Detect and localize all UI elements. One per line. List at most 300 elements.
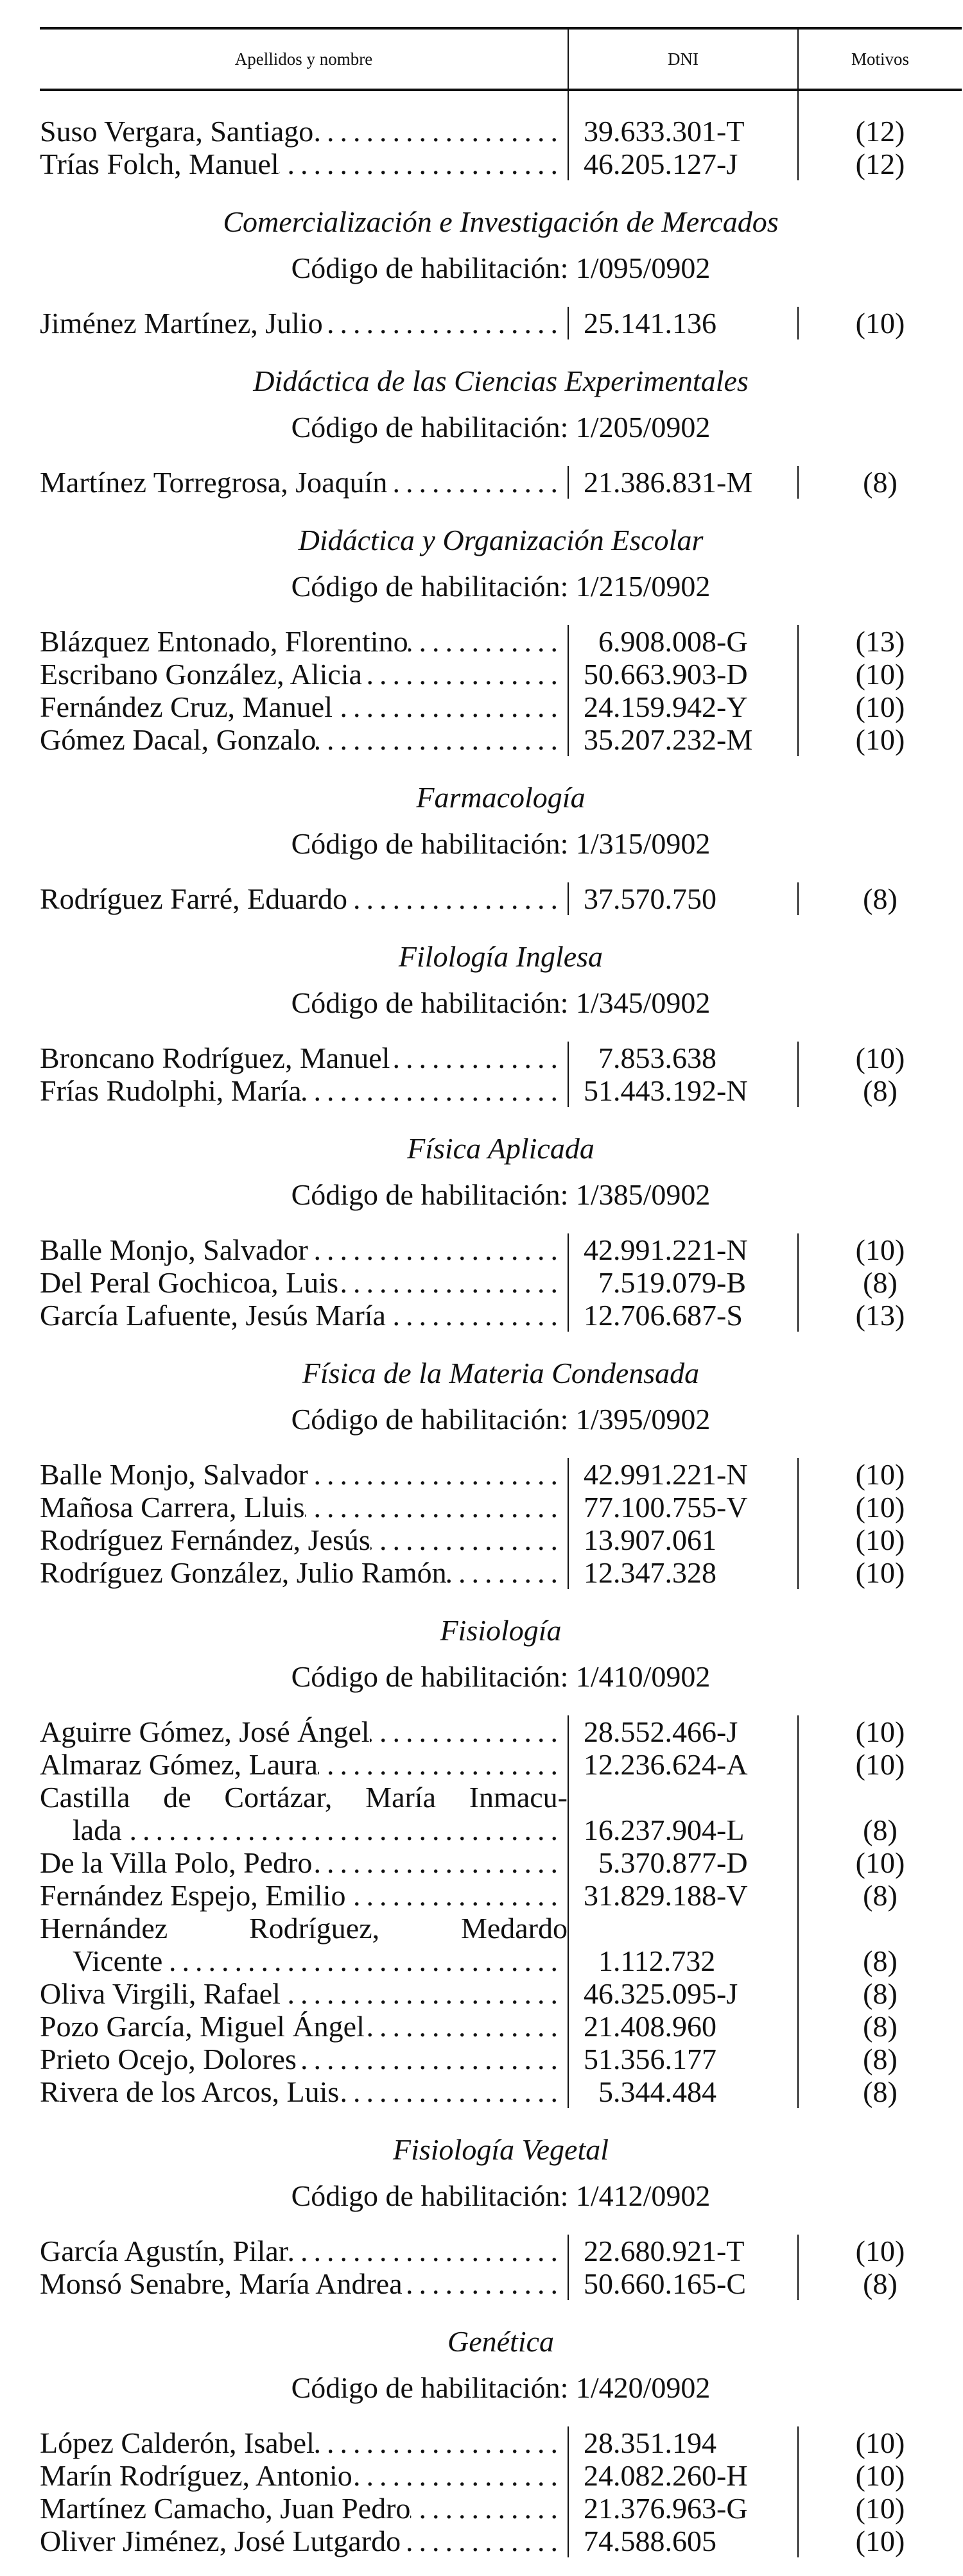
section bbox=[40, 934, 962, 1107]
name-cell bbox=[40, 1074, 568, 1107]
name-text: Jiménez Martínez, Julio bbox=[40, 307, 323, 339]
dot-leader bbox=[410, 2492, 568, 2525]
dot-leader bbox=[323, 307, 568, 339]
motivo-value: (8) bbox=[863, 1977, 898, 2010]
table-row bbox=[40, 307, 962, 339]
name-cell bbox=[40, 2492, 568, 2525]
section bbox=[40, 1608, 962, 2108]
name-cell bbox=[40, 1977, 568, 2010]
dni-cell bbox=[568, 115, 797, 148]
motivo-cell bbox=[797, 2043, 962, 2075]
name-text: Trías Folch, Manuel bbox=[40, 148, 279, 180]
name-cell bbox=[40, 2459, 568, 2492]
dni-value: 21.386.831-M bbox=[584, 466, 753, 499]
motivo-value: (10) bbox=[855, 1715, 905, 1748]
name-text: Blázquez Entonado, Florentino bbox=[40, 625, 408, 658]
dni-cell bbox=[568, 1299, 797, 1332]
name-line bbox=[40, 1556, 568, 1589]
motivo-value: (10) bbox=[855, 2235, 905, 2267]
name-text: Escribano González, Alicia bbox=[40, 658, 362, 691]
table-row bbox=[40, 1074, 962, 1107]
dni-value: 28.552.466-J bbox=[584, 1715, 738, 1748]
name-cell bbox=[40, 1233, 568, 1266]
name-cell bbox=[40, 2235, 568, 2267]
name-line bbox=[40, 2525, 568, 2557]
name-text: De la Villa Polo, Pedro bbox=[40, 1846, 313, 1879]
motivo-cell bbox=[797, 1491, 962, 1524]
table-row bbox=[40, 2235, 962, 2267]
motivo-cell bbox=[797, 1074, 962, 1107]
name-line bbox=[40, 1715, 568, 1748]
name-text: Hernández Rodríguez, Medardo bbox=[40, 1912, 568, 1945]
name-line bbox=[40, 1814, 568, 1846]
gap-col bbox=[797, 91, 962, 115]
dot-leader bbox=[315, 2426, 568, 2459]
dni-value: 12.236.624-A bbox=[584, 1748, 748, 1781]
name-line bbox=[40, 307, 568, 339]
motivo-cell bbox=[797, 658, 962, 691]
dni-value: 28.351.194 bbox=[584, 2426, 716, 2459]
dni-cell bbox=[568, 1879, 797, 1912]
dni-value: 42.991.221-N bbox=[584, 1458, 748, 1491]
dni-value: 24.082.260-H bbox=[584, 2459, 748, 2492]
motivo-cell bbox=[797, 2075, 962, 2108]
motivo-value: (10) bbox=[855, 723, 905, 756]
name-cell bbox=[40, 658, 568, 691]
name-line bbox=[40, 2075, 568, 2108]
motivo-cell bbox=[797, 466, 962, 499]
header-motivos: Motivos bbox=[797, 30, 962, 89]
table-row bbox=[40, 1912, 962, 1977]
motivo-cell bbox=[797, 2459, 962, 2492]
name-text: García Agustín, Pilar bbox=[40, 2235, 289, 2267]
dni-value: 1.112.732 bbox=[598, 1945, 716, 1977]
section bbox=[40, 2319, 962, 2557]
name-line bbox=[40, 691, 568, 723]
motivo-value: (12) bbox=[855, 148, 905, 180]
motivo-cell bbox=[797, 1233, 962, 1266]
dni-value: 51.356.177 bbox=[584, 2043, 716, 2075]
dni-value: 31.829.188-V bbox=[584, 1879, 748, 1912]
table-row bbox=[40, 1266, 962, 1299]
motivo-value: (10) bbox=[855, 2525, 905, 2557]
name-cell bbox=[40, 1491, 568, 1524]
motivo-cell bbox=[797, 1846, 962, 1879]
gap-col bbox=[40, 91, 568, 115]
name-text: Oliver Jiménez, José Lutgardo bbox=[40, 2525, 401, 2557]
name-text: Rodríguez González, Julio Ramón bbox=[40, 1556, 447, 1589]
name-line bbox=[40, 2459, 568, 2492]
name-text: Oliva Virgili, Rafael bbox=[40, 1977, 281, 2010]
dni-value: 77.100.755-V bbox=[584, 1491, 748, 1524]
name-text: Rodríguez Farré, Eduardo bbox=[40, 882, 348, 915]
dot-leader bbox=[339, 2075, 568, 2108]
section-title: Fisiología bbox=[440, 1614, 562, 1647]
dot-leader bbox=[347, 882, 568, 915]
dni-cell bbox=[568, 1491, 797, 1524]
name-cell bbox=[40, 1266, 568, 1299]
name-cell bbox=[40, 1299, 568, 1332]
name-text: Del Peral Gochicoa, Luis bbox=[40, 1266, 338, 1299]
name-cell bbox=[40, 2426, 568, 2459]
dot-leader bbox=[305, 1491, 568, 1524]
dot-leader bbox=[308, 1233, 568, 1266]
habilitation-code: Código de habilitación: 1/412/0902 bbox=[291, 2179, 711, 2212]
name-line bbox=[40, 1524, 568, 1556]
motivo-cell bbox=[797, 625, 962, 658]
dot-leader bbox=[279, 148, 568, 180]
motivo-value: (8) bbox=[863, 1074, 898, 1107]
table-row bbox=[40, 1491, 962, 1524]
dni-cell bbox=[568, 2235, 797, 2267]
motivo-cell bbox=[797, 1556, 962, 1589]
dni-cell bbox=[568, 1748, 797, 1781]
motivo-cell bbox=[797, 2010, 962, 2043]
dni-value: 46.325.095-J bbox=[584, 1977, 738, 2010]
name-text: Fernández Cruz, Manuel bbox=[40, 691, 333, 723]
dni-cell bbox=[568, 1781, 797, 1846]
dot-leader bbox=[362, 658, 568, 691]
dot-leader bbox=[401, 2525, 568, 2557]
motivo-value: (8) bbox=[863, 2267, 898, 2300]
table-row bbox=[40, 1042, 962, 1074]
name-cell bbox=[40, 1781, 568, 1846]
dni-cell bbox=[568, 1266, 797, 1299]
dot-leader bbox=[370, 1715, 568, 1748]
name-cell bbox=[40, 2010, 568, 2043]
rows-block bbox=[40, 466, 962, 499]
name-line bbox=[40, 466, 568, 499]
motivo-cell bbox=[797, 1748, 962, 1781]
dni-cell bbox=[568, 2267, 797, 2300]
motivo-value: (10) bbox=[855, 1524, 905, 1556]
name-line bbox=[40, 2043, 568, 2075]
motivo-value: (10) bbox=[855, 1458, 905, 1491]
section bbox=[40, 775, 962, 915]
name-cell bbox=[40, 307, 568, 339]
habilitation-code: Código de habilitación: 1/215/0902 bbox=[291, 570, 711, 603]
dni-cell bbox=[568, 658, 797, 691]
name-cell bbox=[40, 115, 568, 148]
name-text: Frías Rudolphi, María bbox=[40, 1074, 302, 1107]
table-row bbox=[40, 1299, 962, 1332]
habilitation-code: Código de habilitación: 1/345/0902 bbox=[291, 986, 711, 1019]
habilitation-code: Código de habilitación: 1/410/0902 bbox=[291, 1660, 711, 1693]
name-line bbox=[40, 1266, 568, 1299]
rows-block bbox=[40, 2426, 962, 2557]
section bbox=[40, 199, 962, 339]
rows-block bbox=[40, 2235, 962, 2300]
motivo-value: (10) bbox=[855, 1233, 905, 1266]
dni-value: 42.991.221-N bbox=[584, 1233, 748, 1266]
name-line bbox=[40, 115, 568, 148]
dni-cell bbox=[568, 2459, 797, 2492]
motivo-value: (8) bbox=[863, 1945, 898, 1977]
motivo-value: (8) bbox=[863, 1879, 898, 1912]
dni-cell bbox=[568, 1912, 797, 1977]
name-cell bbox=[40, 882, 568, 915]
dot-leader bbox=[122, 1814, 568, 1846]
table-body bbox=[40, 91, 962, 2557]
dot-leader bbox=[313, 115, 568, 148]
name-line bbox=[40, 148, 568, 180]
name-text: Almaraz Gómez, Laura bbox=[40, 1748, 318, 1781]
section bbox=[40, 358, 962, 499]
name-continuation: Vicente bbox=[73, 1945, 163, 1977]
table-row bbox=[40, 691, 962, 723]
name-line bbox=[40, 1879, 568, 1912]
name-line bbox=[40, 1846, 568, 1879]
dni-value: 24.159.942-Y bbox=[584, 691, 748, 723]
motivo-value: (8) bbox=[863, 1814, 898, 1846]
rows-block bbox=[40, 307, 962, 339]
name-text: Rivera de los Arcos, Luis bbox=[40, 2075, 340, 2108]
table-row bbox=[40, 2267, 962, 2300]
table-row bbox=[40, 2525, 962, 2557]
section-title: Farmacología bbox=[416, 781, 586, 814]
habilitation-code: Código de habilitación: 1/420/0902 bbox=[291, 2371, 711, 2404]
motivo-cell bbox=[797, 1042, 962, 1074]
name-text: Monsó Senabre, María Andrea bbox=[40, 2267, 403, 2300]
table-row bbox=[40, 1977, 962, 2010]
dni-value: 16.237.904-L bbox=[584, 1814, 745, 1846]
motivo-cell bbox=[797, 882, 962, 915]
name-line bbox=[40, 2492, 568, 2525]
motivo-value: (13) bbox=[855, 625, 905, 658]
name-text: López Calderón, Isabel bbox=[40, 2426, 315, 2459]
dot-leader bbox=[338, 1266, 568, 1299]
name-cell bbox=[40, 1042, 568, 1074]
dni-cell bbox=[568, 2525, 797, 2557]
table-row bbox=[40, 2075, 962, 2108]
dni-cell bbox=[568, 2075, 797, 2108]
habilitation-code: Código de habilitación: 1/395/0902 bbox=[291, 1403, 711, 1436]
dni-value: 22.680.921-T bbox=[584, 2235, 745, 2267]
name-line bbox=[40, 1458, 568, 1491]
rows-block bbox=[40, 625, 962, 756]
motivo-cell bbox=[797, 148, 962, 180]
motivo-value: (8) bbox=[863, 2075, 898, 2108]
motivo-cell bbox=[797, 1879, 962, 1912]
habilitation-code: Código de habilitación: 1/315/0902 bbox=[291, 827, 711, 860]
motivo-cell bbox=[797, 2525, 962, 2557]
name-cell bbox=[40, 2043, 568, 2075]
name-text: Rodríguez Fernández, Jesús bbox=[40, 1524, 370, 1556]
section-title: Genética bbox=[447, 2325, 555, 2358]
dni-value: 5.370.877-D bbox=[598, 1846, 748, 1879]
motivo-cell bbox=[797, 1266, 962, 1299]
name-line bbox=[40, 2426, 568, 2459]
dni-cell bbox=[568, 1074, 797, 1107]
table-row bbox=[40, 115, 962, 148]
dni-value: 46.205.127-J bbox=[584, 148, 738, 180]
section bbox=[40, 1350, 962, 1589]
dot-leader bbox=[302, 1074, 568, 1107]
name-line bbox=[40, 1074, 568, 1107]
dni-cell bbox=[568, 2043, 797, 2075]
motivo-cell bbox=[797, 1715, 962, 1748]
name-cell bbox=[40, 1524, 568, 1556]
table-row bbox=[40, 148, 962, 180]
dni-cell bbox=[568, 1233, 797, 1266]
motivo-cell bbox=[797, 691, 962, 723]
dni-value: 39.633.301-T bbox=[584, 115, 745, 148]
name-cell bbox=[40, 148, 568, 180]
habilitation-code: Código de habilitación: 1/385/0902 bbox=[291, 1178, 711, 1211]
name-text: Suso Vergara, Santiago bbox=[40, 115, 314, 148]
table-header bbox=[40, 27, 962, 91]
dni-value: 7.853.638 bbox=[598, 1042, 716, 1074]
name-text: García Lafuente, Jesús María bbox=[40, 1299, 386, 1332]
motivo-cell bbox=[797, 1912, 962, 1977]
table-row bbox=[40, 1524, 962, 1556]
header-name: Apellidos y nombre bbox=[234, 49, 373, 69]
dot-leader bbox=[387, 466, 568, 499]
table-row bbox=[40, 882, 962, 915]
section-title: Fisiología Vegetal bbox=[392, 2133, 609, 2166]
dot-leader bbox=[308, 1458, 568, 1491]
section-title: Didáctica y Organización Escolar bbox=[298, 524, 704, 556]
motivo-value: (10) bbox=[855, 2459, 905, 2492]
motivo-cell bbox=[797, 723, 962, 756]
name-cell bbox=[40, 2075, 568, 2108]
name-cell bbox=[40, 2525, 568, 2557]
section-title: Filología Inglesa bbox=[398, 940, 603, 973]
name-line bbox=[40, 658, 568, 691]
section-title: Comercialización e Investigación de Mercados bbox=[223, 205, 779, 238]
name-text: Pozo García, Miguel Ángel bbox=[40, 2010, 365, 2043]
table-row bbox=[40, 625, 962, 658]
motivo-value: (10) bbox=[855, 1846, 905, 1879]
motivo-value: (10) bbox=[855, 307, 905, 339]
dot-leader bbox=[352, 2459, 568, 2492]
dot-leader bbox=[390, 1042, 568, 1074]
dni-cell bbox=[568, 2492, 797, 2525]
dni-cell bbox=[568, 1846, 797, 1879]
dni-cell bbox=[568, 1556, 797, 1589]
motivo-cell bbox=[797, 1458, 962, 1491]
name-text: Aguirre Gómez, José Ángel bbox=[40, 1715, 370, 1748]
motivo-cell bbox=[797, 1299, 962, 1332]
name-cell bbox=[40, 1715, 568, 1748]
name-line bbox=[40, 1042, 568, 1074]
header-gap bbox=[40, 91, 962, 115]
table-row bbox=[40, 1879, 962, 1912]
section bbox=[40, 1126, 962, 1332]
dot-leader bbox=[333, 691, 568, 723]
dni-cell bbox=[568, 1977, 797, 2010]
motivo-cell bbox=[797, 2426, 962, 2459]
name-text: Castilla de Cortázar, María Inmacu- bbox=[40, 1781, 568, 1814]
name-cell bbox=[40, 1748, 568, 1781]
dni-value: 6.908.008-G bbox=[598, 625, 748, 658]
dni-value: 51.443.192-N bbox=[584, 1074, 748, 1107]
dni-value: 7.519.079-B bbox=[598, 1266, 746, 1299]
name-line bbox=[40, 1945, 568, 1977]
dot-leader bbox=[447, 1556, 568, 1589]
dni-cell bbox=[568, 1042, 797, 1074]
dot-leader bbox=[408, 625, 568, 658]
motivo-value: (8) bbox=[863, 466, 898, 499]
motivo-cell bbox=[797, 115, 962, 148]
motivo-cell bbox=[797, 2267, 962, 2300]
name-text: Gómez Dacal, Gonzalo bbox=[40, 723, 317, 756]
dot-leader bbox=[346, 1879, 568, 1912]
motivo-cell bbox=[797, 307, 962, 339]
dot-leader bbox=[312, 1846, 568, 1879]
name-line bbox=[40, 625, 568, 658]
section bbox=[40, 517, 962, 756]
table-row bbox=[40, 466, 962, 499]
table-row bbox=[40, 2043, 962, 2075]
name-line bbox=[40, 2010, 568, 2043]
motivo-value: (10) bbox=[855, 1042, 905, 1074]
motivo-value: (10) bbox=[855, 2426, 905, 2459]
motivo-cell bbox=[797, 1977, 962, 2010]
rows-block bbox=[40, 1042, 962, 1107]
table-row bbox=[40, 723, 962, 756]
table-row bbox=[40, 1781, 962, 1846]
dot-leader bbox=[281, 1977, 568, 2010]
dni-value: 13.907.061 bbox=[584, 1524, 716, 1556]
name-line bbox=[40, 1491, 568, 1524]
name-cell bbox=[40, 1458, 568, 1491]
name-cell bbox=[40, 1846, 568, 1879]
section bbox=[40, 2127, 962, 2300]
dot-leader bbox=[370, 1524, 568, 1556]
name-cell bbox=[40, 2267, 568, 2300]
section-title: Física Aplicada bbox=[407, 1132, 594, 1165]
name-line bbox=[40, 882, 568, 915]
name-text: Balle Monjo, Salvador bbox=[40, 1458, 308, 1491]
name-cell bbox=[40, 1879, 568, 1912]
dni-cell bbox=[568, 2010, 797, 2043]
motivo-value: (8) bbox=[863, 2010, 898, 2043]
motivo-value: (8) bbox=[863, 2043, 898, 2075]
name-line bbox=[40, 1748, 568, 1781]
rows-block bbox=[40, 1458, 962, 1589]
name-text: Balle Monjo, Salvador bbox=[40, 1233, 308, 1266]
rows-block bbox=[40, 1715, 962, 2108]
name-text: Martínez Camacho, Juan Pedro bbox=[40, 2492, 411, 2525]
dni-cell bbox=[568, 1458, 797, 1491]
dot-leader bbox=[318, 1748, 568, 1781]
motivo-cell bbox=[797, 1781, 962, 1846]
name-line bbox=[40, 2235, 568, 2267]
name-text: Martínez Torregrosa, Joaquín bbox=[40, 466, 388, 499]
motivo-value: (13) bbox=[855, 1299, 905, 1332]
name-cell bbox=[40, 1912, 568, 1977]
name-text: Prieto Ocejo, Dolores bbox=[40, 2043, 297, 2075]
habilitation-code: Código de habilitación: 1/205/0902 bbox=[291, 411, 711, 443]
motivo-value: (10) bbox=[855, 1556, 905, 1589]
dot-leader bbox=[288, 2235, 568, 2267]
rows-block bbox=[40, 1233, 962, 1332]
name-text: Broncano Rodríguez, Manuel bbox=[40, 1042, 390, 1074]
dot-leader bbox=[403, 2267, 568, 2300]
dni-cell bbox=[568, 1524, 797, 1556]
dni-cell bbox=[568, 148, 797, 180]
name-cell bbox=[40, 466, 568, 499]
dni-cell bbox=[568, 466, 797, 499]
motivo-value: (8) bbox=[863, 1266, 898, 1299]
motivo-value: (8) bbox=[863, 882, 898, 915]
table-row bbox=[40, 1748, 962, 1781]
habilitation-code: Código de habilitación: 1/095/0902 bbox=[291, 252, 711, 284]
table-row bbox=[40, 658, 962, 691]
dot-leader bbox=[162, 1945, 568, 1977]
motivo-value: (10) bbox=[855, 658, 905, 691]
